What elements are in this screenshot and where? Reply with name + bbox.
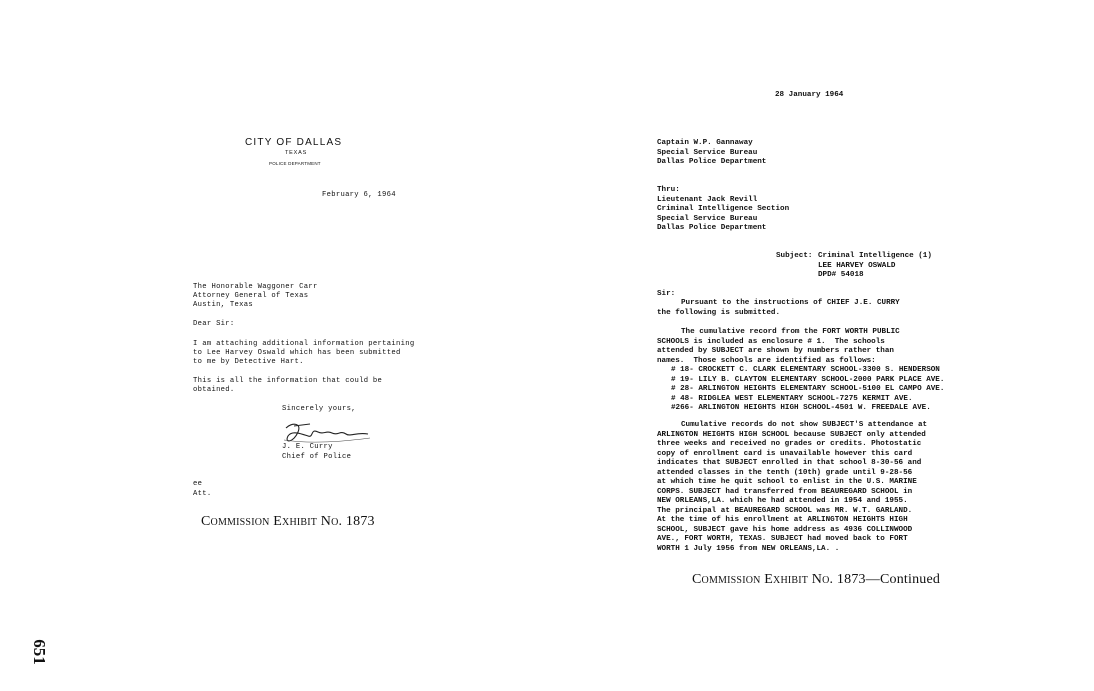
continued-text: —Continued bbox=[865, 572, 941, 587]
cc-line: ee bbox=[193, 480, 203, 488]
addressee-line: Captain W.P. Gannaway bbox=[657, 139, 753, 147]
recipient-line: The Honorable Waggoner Carr bbox=[193, 283, 318, 291]
thru-line: Dallas Police Department bbox=[657, 224, 767, 232]
paragraph-line: This is all the information that could be bbox=[193, 377, 383, 385]
exhibit-label: Commission Exhibit No. 1873 bbox=[201, 514, 375, 529]
thru-label: Thru: bbox=[657, 186, 680, 194]
paragraph-line: attended by SUBJECT are shown by numbers rather than bbox=[657, 347, 894, 355]
paragraph-line: WORTH 1 July 1956 from NEW ORLEANS,LA. . bbox=[657, 544, 840, 553]
paragraph-line: SCHOOL, SUBJECT gave his home address as 4936 COLLINWOOD bbox=[657, 525, 913, 534]
signer-name: J. E. Curry bbox=[282, 443, 333, 451]
paragraph-line: NEW ORLEANS,LA. which he had attended in 1954 and 1955. bbox=[657, 497, 908, 505]
letter-date: February 6, 1964 bbox=[322, 191, 396, 199]
paragraph-line: ARLINGTON HEIGHTS HIGH SCHOOL because SUBJECT only attended bbox=[657, 430, 926, 439]
paragraph-line: attended classes in the tenth (10th) grade until 9-28-56 bbox=[657, 468, 913, 477]
list-item: #266- ARLINGTON HEIGHTS HIGH SCHOOL-4501 W. FREEDALE AVE. bbox=[671, 404, 931, 412]
left-letter bbox=[0, 0, 540, 691]
paragraph-line: to Lee Harvey Oswald which has been submitted bbox=[193, 349, 401, 357]
page-number: 651 bbox=[30, 639, 49, 665]
paragraph-line: at which time he quit school to enlist in the U.S. MARINE bbox=[657, 478, 917, 486]
paragraph-line: indicates that SUBJECT enrolled in that school 8-30-56 and bbox=[657, 459, 922, 467]
subject-line: Criminal Intelligence (1) bbox=[818, 252, 932, 260]
addressee-line: Special Service Bureau bbox=[657, 148, 758, 157]
paragraph-line: AVE., FORT WORTH, TEXAS. SUBJECT had moved back to FORT bbox=[657, 535, 908, 543]
letterhead-department: POLICE DEPARTMENT bbox=[269, 161, 321, 166]
attachment-line: Att. bbox=[193, 490, 212, 498]
paragraph-line: The cumulative record from the FORT WORTH PUBLIC bbox=[681, 328, 900, 336]
paragraph-line: the following is submitted. bbox=[657, 308, 781, 317]
recipient-line: Austin, Texas bbox=[193, 301, 253, 309]
list-item: # 18- CROCKETT C. CLARK ELEMENTARY SCHOOL-3300 S. HENDERSON bbox=[671, 366, 940, 374]
exhibit-label-text: Commission Exhibit No. 1873 bbox=[692, 572, 866, 587]
thru-line: Special Service Bureau bbox=[657, 214, 758, 223]
subject-label: Subject: bbox=[776, 252, 813, 260]
addressee-line: Dallas Police Department bbox=[657, 158, 767, 166]
list-item: # 48- RIDGLEA WEST ELEMENTARY SCHOOL-7275 KERMIT AVE. bbox=[671, 394, 913, 403]
list-item: # 28- ARLINGTON HEIGHTS ELEMENTARY SCHOOL-5100 EL CAMPO AVE. bbox=[671, 385, 945, 393]
subject-line: LEE HARVEY OSWALD bbox=[818, 261, 896, 270]
right-letter bbox=[540, 0, 1094, 691]
letterhead-city: CITY OF DALLAS bbox=[245, 137, 343, 148]
salutation: Dear Sir: bbox=[193, 320, 235, 328]
paragraph-line: SCHOOLS is included as enclosure # 1. The schools bbox=[657, 337, 885, 346]
closing: Sincerely yours, bbox=[282, 405, 356, 413]
paragraph-line: I am attaching additional information pertaining bbox=[193, 340, 415, 348]
exhibit-continued-label bbox=[692, 572, 940, 588]
paragraph-line: At the time of his enrollment at ARLINGTON HEIGHTS HIGH bbox=[657, 516, 908, 524]
paragraph-line: CORPS. SUBJECT had transferred from BEAUREGARD SCHOOL in bbox=[657, 487, 913, 496]
paragraph-line: Cumulative records do not show SUBJECT'S attendance at bbox=[681, 421, 928, 429]
paragraph-line: names. Those schools are identified as follows: bbox=[657, 356, 876, 365]
paragraph-line: Pursuant to the instructions of CHIEF J.E. CURRY bbox=[681, 299, 900, 307]
recipient-line: Attorney General of Texas bbox=[193, 292, 309, 300]
signer-title: Chief of Police bbox=[282, 453, 352, 461]
list-item: # 19- LILY B. CLAYTON ELEMENTARY SCHOOL-2000 PARK PLACE AVE. bbox=[671, 375, 945, 384]
paragraph-line: to me by Detective Hart. bbox=[193, 358, 304, 366]
memo-salutation: Sir: bbox=[657, 290, 676, 298]
paragraph-line: copy of enrollment card is unavailable however this card bbox=[657, 449, 913, 458]
subject-line: DPD# 54018 bbox=[818, 271, 864, 279]
paragraph-line: three weeks and received no grades or credits. Photostatic bbox=[657, 440, 922, 448]
letterhead-state: TEXAS bbox=[285, 150, 308, 156]
thru-line: Lieutenant Jack Revill bbox=[657, 195, 758, 204]
paragraph-line: The principal at BEAUREGARD SCHOOL was MR. W.T. GARLAND. bbox=[657, 506, 913, 515]
memo-date: 28 January 1964 bbox=[775, 91, 844, 99]
paragraph-line: obtained. bbox=[193, 386, 235, 394]
thru-line: Criminal Intelligence Section bbox=[657, 205, 790, 213]
